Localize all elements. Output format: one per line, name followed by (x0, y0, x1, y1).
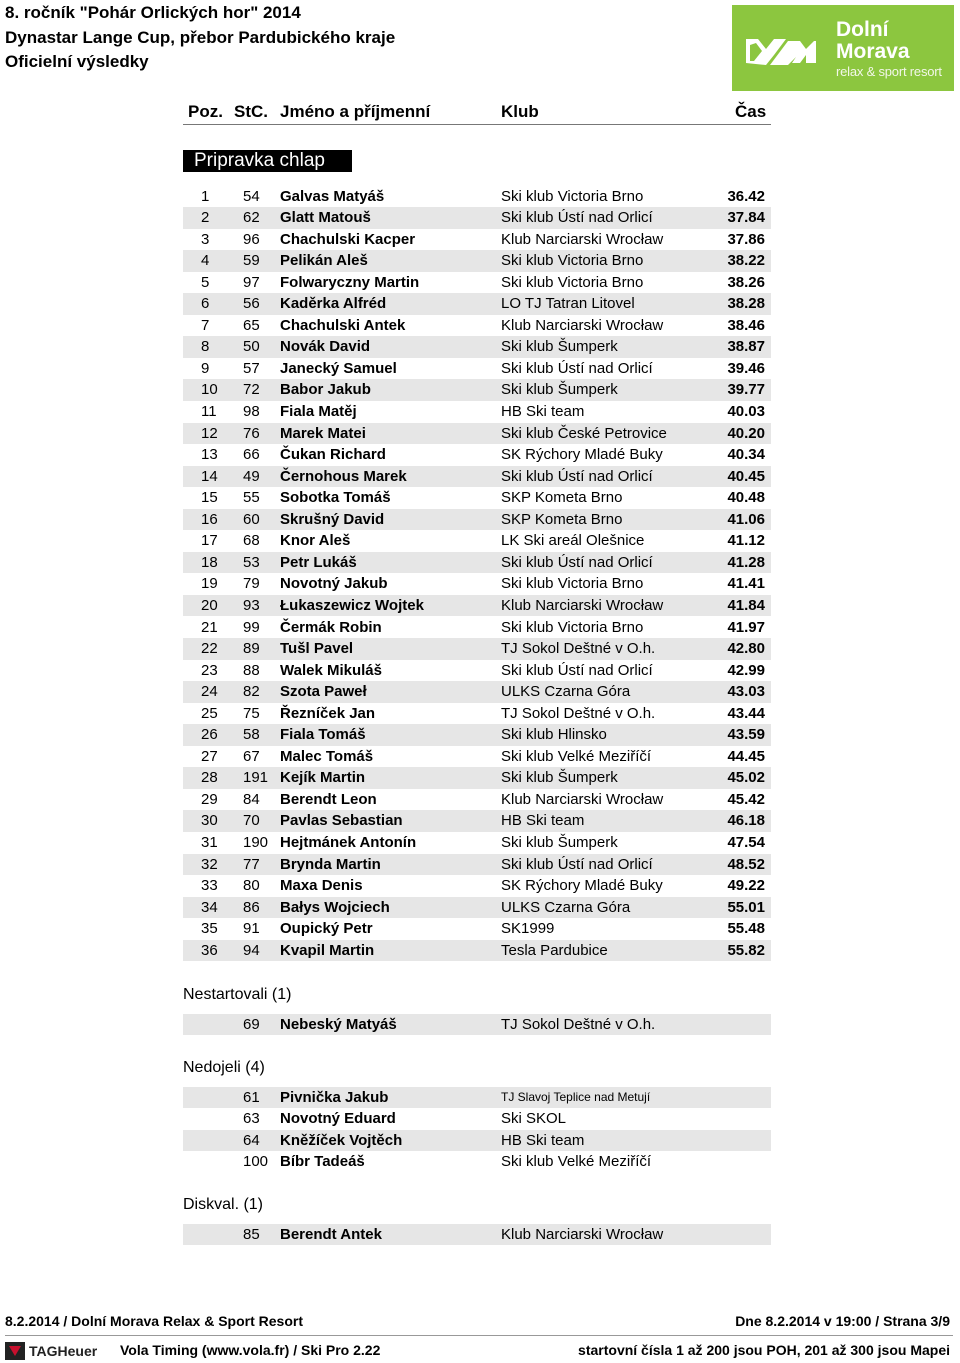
bib-cell: 79 (243, 575, 260, 593)
bib-cell: 63 (243, 1110, 260, 1128)
time-cell: 39.46 (727, 359, 765, 377)
position-cell: 11 (201, 403, 217, 420)
dolni-morava-logo (732, 5, 954, 91)
time-cell: 40.20 (727, 424, 765, 442)
result-row (183, 724, 771, 746)
name-cell: Fiala Tomáš (280, 726, 366, 744)
time-cell: 41.84 (727, 596, 765, 614)
position-cell: 17 (201, 532, 218, 550)
result-row (183, 552, 771, 574)
result-row (183, 250, 771, 272)
name-cell: Galvas Matyáš (280, 187, 385, 205)
position-cell: 1 (201, 187, 210, 205)
name-cell: Bałys Wojciech (280, 898, 390, 916)
time-cell: 45.42 (727, 790, 765, 808)
club-cell: Ski klub Ústí nad Orlicí (501, 661, 653, 679)
bib-cell: 77 (243, 855, 260, 873)
time-cell: 41.97 (727, 618, 765, 636)
name-cell: Kaděrka Alfréd (280, 295, 387, 313)
bib-cell: 69 (243, 1015, 260, 1033)
result-row (183, 638, 771, 660)
time-cell: 41.12 (727, 532, 765, 550)
result-row (183, 229, 771, 251)
bib-cell: 93 (243, 596, 260, 614)
result-row (183, 444, 771, 466)
position-cell: 25 (201, 704, 218, 722)
name-cell: Maxa Denis (280, 877, 363, 895)
bib-cell: 50 (243, 338, 260, 356)
result-row (183, 573, 771, 595)
footer-divider (5, 1335, 953, 1336)
name-cell: Pivnička Jakub (280, 1088, 389, 1106)
position-cell: 32 (201, 855, 218, 873)
name-cell: Kněžíček Vojtěch (280, 1131, 403, 1149)
result-row (183, 509, 771, 531)
club-cell: TJ Sokol Deštné v O.h. (501, 704, 656, 722)
bib-cell: 65 (243, 316, 260, 334)
bib-cell: 82 (243, 683, 260, 701)
bib-cell: 55 (243, 489, 260, 507)
bib-cell: 91 (243, 920, 260, 938)
bib-cell: 59 (243, 252, 260, 270)
bib-cell: 72 (243, 381, 260, 399)
club-cell: ULKS Czarna Góra (501, 683, 631, 701)
result-row (183, 293, 771, 315)
time-cell: 37.86 (727, 230, 765, 248)
name-cell: Pavlas Sebastian (280, 812, 403, 830)
position-cell: 19 (201, 575, 218, 593)
club-cell: LK Ski areál Olešnice (501, 532, 645, 550)
result-row (183, 466, 771, 488)
dnf-heading: Nedojeli (4) (183, 1059, 265, 1076)
position-cell: 36 (201, 941, 218, 959)
time-cell: 45.02 (727, 769, 765, 787)
name-cell: Marek Matei (280, 424, 366, 442)
name-cell: Petr Lukáš (280, 553, 357, 571)
bib-cell: 56 (243, 295, 260, 313)
name-cell: Janecký Samuel (280, 359, 397, 377)
club-cell: Ski klub Victoria Brno (501, 187, 644, 205)
name-cell: Szota Paweł (280, 683, 367, 701)
col-header-name: Jméno a příjmenní (280, 102, 431, 121)
bib-cell: 94 (243, 941, 260, 959)
bib-cell: 75 (243, 704, 260, 722)
col-header-time: Čas (735, 102, 767, 121)
name-cell: Oupický Petr (280, 920, 373, 938)
name-cell: Glatt Matouš (280, 209, 371, 227)
name-cell: Łukaszewicz Wojtek (280, 596, 424, 614)
time-cell: 47.54 (727, 834, 765, 851)
bib-cell: 62 (243, 209, 260, 227)
result-row (183, 401, 771, 423)
bib-cell: 54 (243, 187, 260, 205)
time-cell: 38.46 (727, 316, 765, 334)
event-title: 8. ročník "Pohár Orlických hor" 2014 (5, 3, 301, 22)
bib-cell: 53 (243, 553, 260, 571)
club-cell: SK Rýchory Mladé Buky (501, 877, 663, 895)
time-cell: 42.99 (727, 661, 765, 679)
position-cell: 34 (201, 898, 218, 916)
result-row (183, 487, 771, 509)
time-cell: 43.59 (727, 726, 765, 744)
time-cell: 37.84 (727, 209, 765, 227)
time-cell: 42.80 (727, 640, 765, 658)
result-row (183, 186, 771, 208)
col-header-club: Klub (501, 102, 539, 121)
club-cell: Ski klub Ústí nad Orlicí (501, 209, 653, 227)
club-cell: Ski SKOL (501, 1110, 567, 1128)
footer-note: startovní čísla 1 až 200 jsou POH, 201 až 300 jsou Mapei (578, 1342, 950, 1358)
name-cell: Bíbr Tadeáš (280, 1153, 365, 1171)
result-row (183, 918, 771, 940)
position-cell: 21 (201, 618, 218, 636)
time-cell: 38.22 (727, 252, 765, 270)
result-row (183, 358, 771, 380)
club-cell: Ski klub Velké Meziříčí (501, 1153, 652, 1171)
position-cell: 23 (201, 661, 218, 679)
name-cell: Knor Aleš (280, 532, 351, 550)
footer-date-venue: 8.2.2014 / Dolní Morava Relax & Sport Resort (5, 1313, 303, 1329)
position-cell: 12 (201, 424, 218, 442)
dsq-heading: Diskval. (1) (183, 1196, 264, 1213)
bib-cell: 191 (243, 769, 269, 787)
result-row (183, 530, 771, 552)
club-cell: Ski klub Šumperk (501, 769, 618, 787)
position-cell: 22 (201, 640, 218, 658)
position-cell: 4 (201, 252, 210, 270)
club-cell: HB Ski team (501, 403, 585, 420)
position-cell: 24 (201, 683, 218, 701)
result-row (183, 854, 771, 876)
name-cell: Chachulski Antek (280, 316, 406, 334)
logo-word-2: Morava (836, 40, 910, 63)
result-row (183, 207, 771, 229)
club-cell: SKP Kometa Brno (501, 489, 623, 507)
position-cell: 27 (201, 747, 218, 765)
name-cell: Fiala Matěj (280, 403, 357, 420)
result-row (183, 617, 771, 639)
time-cell: 36.42 (727, 187, 765, 205)
club-cell: Ski klub Šumperk (501, 834, 618, 851)
position-cell: 18 (201, 553, 218, 571)
club-cell: ULKS Czarna Góra (501, 898, 631, 916)
name-cell: Černohous Marek (280, 467, 407, 485)
position-cell: 5 (201, 273, 210, 291)
club-cell: Ski klub Ústí nad Orlicí (501, 553, 653, 571)
name-cell: Nebeský Matyáš (280, 1015, 397, 1033)
name-cell: Řezníček Jan (280, 704, 376, 722)
results-label: Oficielní výsledky (5, 52, 149, 71)
bib-cell: 98 (243, 403, 260, 420)
bib-cell: 64 (243, 1131, 260, 1149)
club-cell: Ski klub Velké Meziříčí (501, 747, 652, 765)
header-divider (183, 124, 771, 125)
position-cell: 6 (201, 295, 210, 313)
name-cell: Pelikán Aleš (280, 252, 368, 270)
col-header-stc: StC. (234, 102, 268, 121)
club-cell: Ski klub Šumperk (501, 381, 618, 399)
club-cell: TJ Slavoj Teplice nad Metují (501, 1089, 651, 1104)
name-cell: Chachulski Kacper (280, 230, 416, 248)
bib-cell: 190 (243, 834, 269, 851)
name-cell: Čermák Robin (280, 618, 382, 636)
mountain-logo-icon (744, 19, 818, 77)
result-row (183, 272, 771, 294)
time-cell: 55.48 (727, 920, 765, 938)
position-cell: 20 (201, 596, 218, 614)
logo-tagline: relax & sport resort (836, 64, 942, 79)
club-cell: Klub Narciarski Wrocław (501, 790, 664, 808)
bib-cell: 66 (243, 446, 260, 464)
result-row (183, 875, 771, 897)
position-cell: 9 (201, 359, 210, 377)
club-cell: HB Ski team (501, 1131, 585, 1149)
bib-cell: 99 (243, 618, 260, 636)
name-cell: Novotný Eduard (280, 1110, 396, 1128)
footer-page-info: Dne 8.2.2014 v 19:00 / Strana 3/9 (735, 1313, 950, 1329)
time-cell: 44.45 (727, 747, 765, 765)
position-cell: 13 (201, 446, 218, 464)
dnf-row (183, 1087, 771, 1109)
result-row (183, 897, 771, 919)
position-cell: 31 (201, 834, 218, 851)
bib-cell: 96 (243, 230, 260, 248)
position-cell: 33 (201, 877, 218, 895)
result-row (183, 423, 771, 445)
club-cell: Tesla Pardubice (501, 941, 608, 959)
time-cell: 40.34 (727, 446, 765, 464)
club-cell: HB Ski team (501, 812, 585, 830)
name-cell: Čukan Richard (280, 446, 386, 464)
position-cell: 7 (201, 316, 210, 334)
bib-cell: 49 (243, 467, 260, 485)
name-cell: Sobotka Tomáš (280, 489, 391, 507)
position-cell: 35 (201, 920, 218, 938)
result-row (183, 789, 771, 811)
name-cell: Berendt Antek (280, 1225, 382, 1243)
time-cell: 55.01 (727, 898, 765, 916)
club-cell: Ski klub Victoria Brno (501, 575, 644, 593)
club-cell: Ski klub Ústí nad Orlicí (501, 855, 653, 873)
club-cell: Ski klub Ústí nad Orlicí (501, 467, 653, 485)
dsq-row (183, 1224, 771, 1246)
time-cell: 38.26 (727, 273, 765, 291)
bib-cell: 58 (243, 726, 260, 744)
club-cell: Ski klub Šumperk (501, 338, 618, 356)
bib-cell: 84 (243, 790, 260, 808)
time-cell: 40.03 (727, 403, 765, 420)
position-cell: 8 (201, 338, 210, 356)
bib-cell: 85 (243, 1225, 260, 1243)
not-started-heading: Nestartovali (1) (183, 986, 292, 1003)
time-cell: 43.03 (727, 683, 765, 701)
time-cell: 43.44 (727, 704, 765, 722)
club-cell: Klub Narciarski Wrocław (501, 316, 664, 334)
position-cell: 15 (201, 489, 218, 507)
bib-cell: 76 (243, 424, 260, 442)
position-cell: 30 (201, 812, 218, 830)
result-row (183, 595, 771, 617)
name-cell: Babor Jakub (280, 381, 371, 399)
col-header-pos: Poz. (188, 102, 223, 121)
bib-cell: 67 (243, 747, 260, 765)
bib-cell: 80 (243, 877, 260, 895)
club-cell: Ski klub Hlinsko (501, 726, 607, 744)
club-cell: Ski klub České Petrovice (501, 424, 667, 442)
position-cell: 10 (201, 381, 218, 399)
not_started-row (183, 1014, 771, 1036)
position-cell: 26 (201, 726, 218, 744)
name-cell: Hejtmánek Antonín (280, 834, 417, 851)
club-cell: Klub Narciarski Wrocław (501, 596, 664, 614)
club-cell: Ski klub Victoria Brno (501, 273, 644, 291)
name-cell: Kejík Martin (280, 769, 366, 787)
name-cell: Novotný Jakub (280, 575, 388, 593)
dnf-row (183, 1151, 771, 1173)
bib-cell: 61 (243, 1088, 260, 1106)
time-cell: 41.06 (727, 510, 765, 528)
bib-cell: 68 (243, 532, 260, 550)
club-cell: Klub Narciarski Wrocław (501, 1225, 664, 1243)
result-row (183, 703, 771, 725)
club-cell: TJ Sokol Deštné v O.h. (501, 1015, 656, 1033)
time-cell: 39.77 (727, 381, 765, 399)
name-cell: Walek Mikuláš (280, 661, 382, 679)
result-row (183, 336, 771, 358)
time-cell: 55.82 (727, 941, 765, 959)
club-cell: Ski klub Victoria Brno (501, 252, 644, 270)
time-cell: 38.28 (727, 295, 765, 313)
time-cell: 41.41 (727, 575, 765, 593)
result-row (183, 681, 771, 703)
dnf-row (183, 1130, 771, 1152)
time-cell: 49.22 (727, 877, 765, 895)
result-row (183, 379, 771, 401)
club-cell: SK Rýchory Mladé Buky (501, 446, 663, 464)
club-cell: SKP Kometa Brno (501, 510, 623, 528)
club-cell: LO TJ Tatran Litovel (501, 295, 635, 313)
result-row (183, 832, 771, 854)
time-cell: 41.28 (727, 553, 765, 571)
name-cell: Malec Tomáš (280, 747, 374, 765)
club-cell: Ski klub Victoria Brno (501, 618, 644, 636)
name-cell: Tušl Pavel (280, 640, 354, 658)
position-cell: 3 (201, 230, 210, 248)
bib-cell: 70 (243, 812, 260, 830)
time-cell: 48.52 (727, 855, 765, 873)
position-cell: 2 (201, 209, 210, 227)
dnf-row (183, 1108, 771, 1130)
bib-cell: 100 (243, 1153, 269, 1171)
club-cell: SK1999 (501, 920, 555, 938)
bib-cell: 60 (243, 510, 260, 528)
logo-word-1: Dolní (836, 18, 889, 41)
bib-cell: 89 (243, 640, 260, 658)
bib-cell: 97 (243, 273, 260, 291)
position-cell: 16 (201, 510, 218, 528)
name-cell: Brynda Martin (280, 855, 381, 873)
position-cell: 14 (201, 467, 218, 485)
bib-cell: 57 (243, 359, 260, 377)
result-row (183, 315, 771, 337)
result-row (183, 767, 771, 789)
name-cell: Berendt Leon (280, 790, 377, 808)
position-cell: 29 (201, 790, 218, 808)
name-cell: Novák David (280, 338, 371, 356)
club-cell: Klub Narciarski Wrocław (501, 230, 664, 248)
result-row (183, 810, 771, 832)
bib-cell: 88 (243, 661, 260, 679)
result-row (183, 746, 771, 768)
time-cell: 38.87 (727, 338, 765, 356)
event-subtitle: Dynastar Lange Cup, přebor Pardubického kraje (5, 28, 396, 47)
position-cell: 28 (201, 769, 218, 787)
time-cell: 40.45 (727, 467, 765, 485)
club-cell: Ski klub Ústí nad Orlicí (501, 359, 653, 377)
name-cell: Kvapil Martin (280, 941, 375, 959)
footer-timing: Vola Timing (www.vola.fr) / Ski Pro 2.22 (120, 1342, 381, 1358)
result-row (183, 940, 771, 962)
result-row (183, 660, 771, 682)
name-cell: Folwaryczny Martin (280, 273, 420, 291)
time-cell: 40.48 (727, 489, 765, 507)
tagheuer-brand-text: TAGHeuer (29, 1343, 98, 1359)
tagheuer-logo-icon (5, 1340, 113, 1362)
club-cell: TJ Sokol Deštné v O.h. (501, 640, 656, 658)
name-cell: Skrušný David (280, 510, 385, 528)
time-cell: 46.18 (727, 812, 765, 830)
bib-cell: 86 (243, 898, 260, 916)
category-heading: Pripravka chlap (183, 150, 352, 172)
